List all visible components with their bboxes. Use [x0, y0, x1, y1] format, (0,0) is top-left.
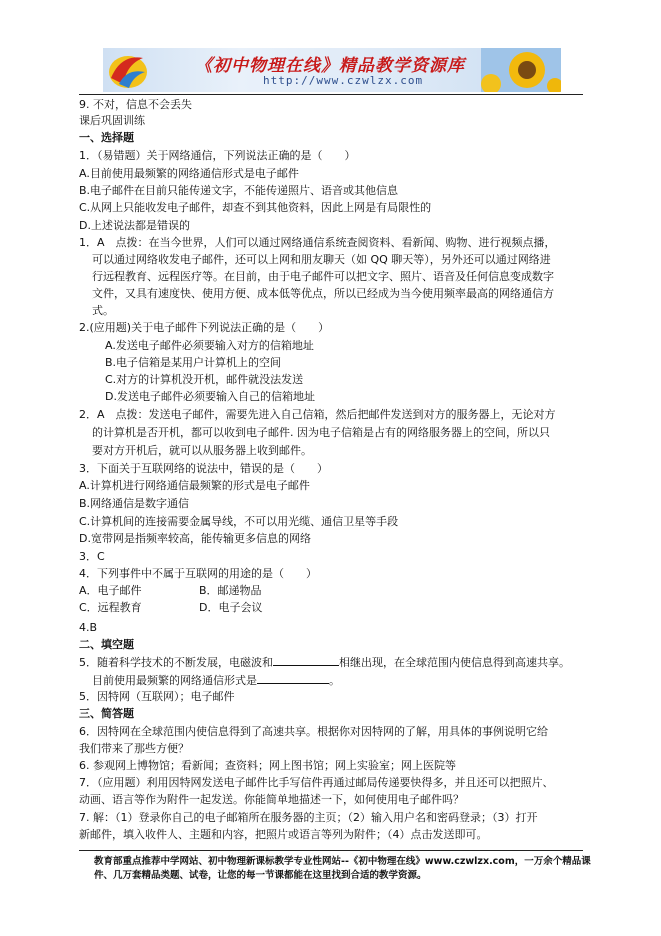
answer-7-line: 新邮件，填入收件人、主题和内容，把照片或语言等列为附件；（4）点击发送即可。 [79, 828, 488, 841]
option-1c: C.从网上只能收发电子邮件，却查不到其他资料，因此上网是有局限性的 [79, 201, 432, 214]
answer-2-line: 的计算机是否开机，都可以收到电子邮件. 因为电子信箱是占有的网络服务器上的空间，所以只 [92, 426, 550, 439]
option-4a: A．电子邮件 [79, 584, 142, 597]
option-3a: A.计算机进行网络通信最频繁的形式是电子邮件 [79, 479, 310, 492]
sunflower-image [481, 48, 561, 92]
answer-1-line: 文件，又具有速度快、使用方便、成本低等优点，所以已经成为当今使用频率最高的网络通信方 [92, 287, 554, 300]
question-5-text: 5．随着科学技术的不断发展，电磁波和 [79, 656, 273, 669]
section-title-choice: 一、选择题 [79, 131, 134, 144]
answer-line: 9. 不对，信息不会丢失 [79, 98, 192, 111]
answer-1-line: 行远程教育、远程医疗等。在目前，由于电子邮件可以把文字、照片、语音及任何信息变成数字 [92, 270, 554, 283]
section-title-short-answer: 三、简答题 [79, 707, 134, 720]
question-5-line [79, 654, 570, 670]
option-1a: A.目前使用最频繁的网络通信形式是电子邮件 [79, 167, 299, 180]
footer-line: 教育部重点推荐中学网站、初中物理新课标教学专业性网站--《初中物理在线》www.czwlzx.com，一万余个精品课 [94, 856, 591, 867]
footer-line: 件、几万套精品类题、试卷，让您的每一节课都能在这里找到合适的教学资源。 [94, 870, 427, 881]
option-1b: B.电子邮件在目前只能传递文字，不能传递照片、语音或其他信息 [79, 184, 399, 197]
option-3b: B.网络通信是数字通信 [79, 497, 190, 510]
option-4b: B．邮递物品 [199, 584, 262, 597]
banner-title: 《初中物理在线》精品教学资源库 [195, 56, 465, 76]
question-3: 3．下面关于互联网络的说法中，错误的是（ ） [79, 462, 328, 475]
site-banner [103, 48, 561, 92]
answer-2-line: 要对方开机后，就可以从服务器上收到邮件。 [92, 444, 312, 457]
footer-divider [79, 850, 583, 851]
question-5-line [92, 672, 340, 688]
answer-1-line: 式。 [92, 304, 114, 317]
option-2b: B.电子信箱是某用户计算机上的空间 [105, 356, 282, 369]
question-1: 1．（易错题）关于网络通信，下列说法正确的是（ ） [79, 149, 356, 162]
site-logo-icon [105, 48, 151, 92]
question-4: 4．下列事件中不属于互联网的用途的是（ ） [79, 567, 317, 580]
answer-1-line: 可以通过网络收发电子邮件，还可以上网和朋友聊天（如 QQ 聊天等），另外还可以通过网络进 [92, 253, 551, 266]
section-heading: 课后巩固训练 [79, 114, 145, 127]
banner-url: http://www.czwlzx.com [263, 74, 424, 87]
question-7-line: 动画、语言等作为附件一起发送。你能简单地描述一下，如何使用电子邮件吗？ [79, 793, 464, 806]
answer-3: 3．C [79, 550, 105, 563]
answer-5: 5．因特网（互联网）；电子邮件 [79, 690, 235, 703]
option-1d: D.上述说法都是错误的 [79, 219, 190, 232]
option-2d: D.发送电子邮件必须要输入自己的信箱地址 [105, 390, 315, 403]
fill-blank [257, 672, 329, 684]
question-6-line: 我们带来了那些方便？ [79, 742, 189, 755]
answer-2-line: 2．A 点拨：发送电子邮件，需要先进入自己信箱，然后把邮件发送到对方的服务器上，无论对方 [79, 408, 556, 421]
option-3c: C.计算机间的连接需要金属导线，不可以用光缆、通信卫星等手段 [79, 515, 399, 528]
question-5-text: 目前使用最频繁的网络通信形式是 [92, 674, 257, 687]
option-4c: C．远程教育 [79, 601, 142, 614]
option-2c: C.对方的计算机没开机，邮件就没法发送 [105, 373, 304, 386]
section-title-fill: 二、填空题 [79, 638, 134, 651]
answer-1-line: 1．A 点拨：在当今世界，人们可以通过网络通信系统查阅资料、看新闻、购物、进行视频点播， [79, 236, 556, 249]
option-3d: D.宽带网是指频率较高，能传输更多信息的网络 [79, 532, 311, 545]
fill-blank [273, 654, 339, 666]
answer-6: 6. 参观网上博物馆；看新闻；查资料；网上图书馆；网上实验室；网上医院等 [79, 759, 456, 772]
option-4d: D．电子会议 [199, 601, 263, 614]
answer-7-line: 7. 解：（1）登录你自己的电子邮箱所在服务器的主页；（2）输入用户名和密码登录；（3）打开 [79, 811, 538, 824]
question-7-line: 7．（应用题）利用因特网发送电子邮件比手写信件再通过邮局传递要快得多，并且还可以把照片、 [79, 776, 554, 789]
answer-4: 4.B [79, 621, 98, 634]
header-divider [79, 94, 583, 95]
question-5-text: 。 [329, 674, 340, 687]
question-6-line: 6．因特网在全球范围内使信息得到了高速共享。根据你对因特网的了解，用具体的事例说明它给 [79, 725, 548, 738]
option-2a: A.发送电子邮件必须要输入对方的信箱地址 [105, 339, 314, 352]
question-2: 2.(应用题)关于电子邮件下列说法正确的是（ ） [79, 321, 330, 334]
question-5-text: 相继出现，在全球范围内使信息得到高速共享。 [339, 656, 570, 669]
